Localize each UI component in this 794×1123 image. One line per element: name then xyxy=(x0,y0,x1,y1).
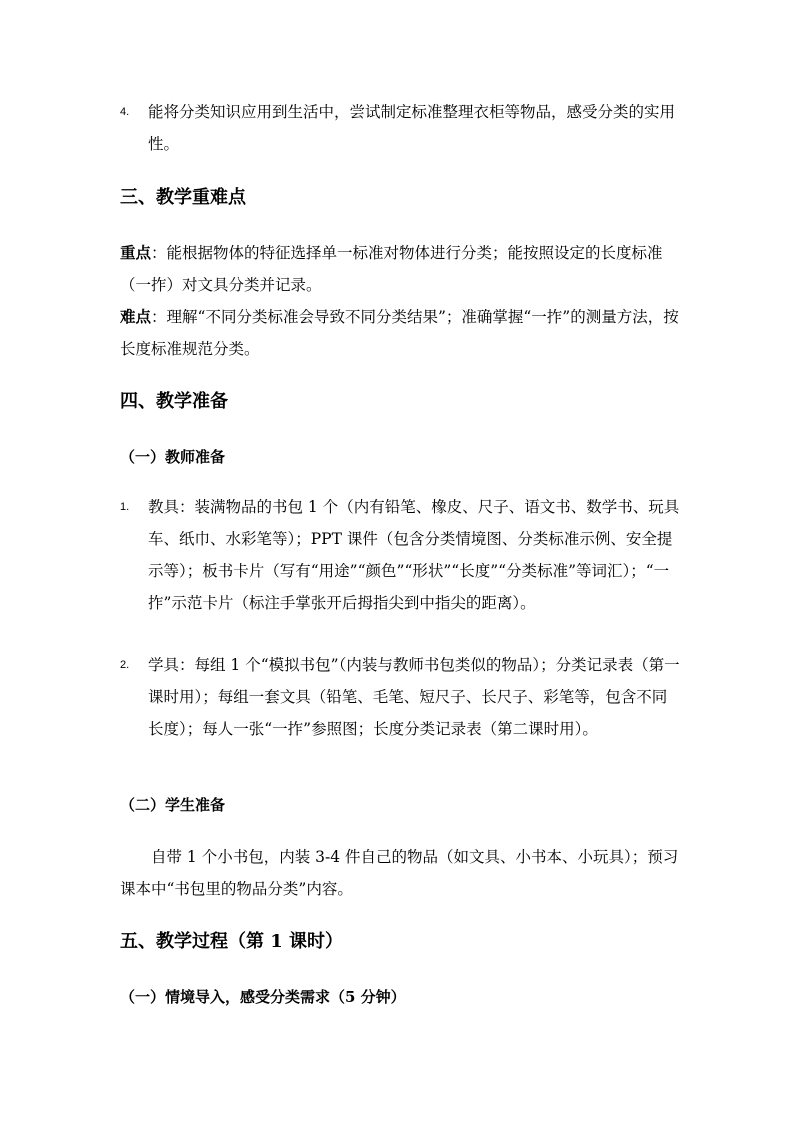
prep-item-2 xyxy=(120,649,680,745)
list-number: 2. xyxy=(120,659,130,671)
section-heading-difficulties: 三、教学重难点 xyxy=(120,187,246,208)
key-points-text: ：能根据物体的特征选择单一标准对物体进行分类；能按照设定的长度标准（一拃）对文具分类并记录。 xyxy=(120,244,663,294)
prep-item-1 xyxy=(120,491,680,619)
key-points-label: 重点 xyxy=(120,243,152,262)
student-prep-paragraph: 自带 1 个小书包，内装 3-4 件自己的物品（如文具、小书本、小玩具）；预习课本中“书包里的物品分类”内容。 xyxy=(120,848,679,898)
subheading-student-prep: （二）学生准备 xyxy=(120,796,226,814)
list-text: 能将分类知识应用到生活中，尝试制定标准整理衣柜等物品，感受分类的实用性。 xyxy=(148,103,676,153)
difficult-points-label: 难点 xyxy=(120,307,152,326)
section-heading-process: 五、教学过程（第 1 课时） xyxy=(120,931,344,952)
subheading-teacher-prep: （一）教师准备 xyxy=(120,448,226,466)
list-number: 4. xyxy=(120,106,130,118)
key-points-paragraph xyxy=(120,237,680,301)
list-text: 教具：装满物品的书包 1 个（内有铅笔、橡皮、尺子、语文书、数学书、玩具车、纸巾、水彩笔等）；PPT 课件（包含分类情境图、分类标准示例、安全提示等）；板书卡片（写有“用途”“颜色”“形状”“长度”“分类标准”等词汇）；“一拃”示范卡片（标注手掌张开后拇指尖到中指尖的距离）。 xyxy=(148,498,680,612)
goal-item-4 xyxy=(120,96,680,160)
section-heading-preparation: 四、教学准备 xyxy=(120,391,228,412)
list-text: 学具：每组 1 个“模拟书包”（内装与教师书包类似的物品）；分类记录表（第一课时用）；每组一套文具（铅笔、毛笔、短尺子、长尺子、彩笔等，包含不同长度）；每人一张“一拃”参照图；长度分类记录表（第二课时用）。 xyxy=(148,656,680,738)
list-number: 1. xyxy=(120,501,130,513)
subheading-intro: （一）情境导入，感受分类需求（5 分钟） xyxy=(120,988,406,1006)
difficult-points-paragraph xyxy=(120,301,680,365)
difficult-points-text: ：理解“不同分类标准会导致不同分类结果”；准确掌握“一拃”的测量方法，按长度标准规范分类。 xyxy=(120,308,679,358)
